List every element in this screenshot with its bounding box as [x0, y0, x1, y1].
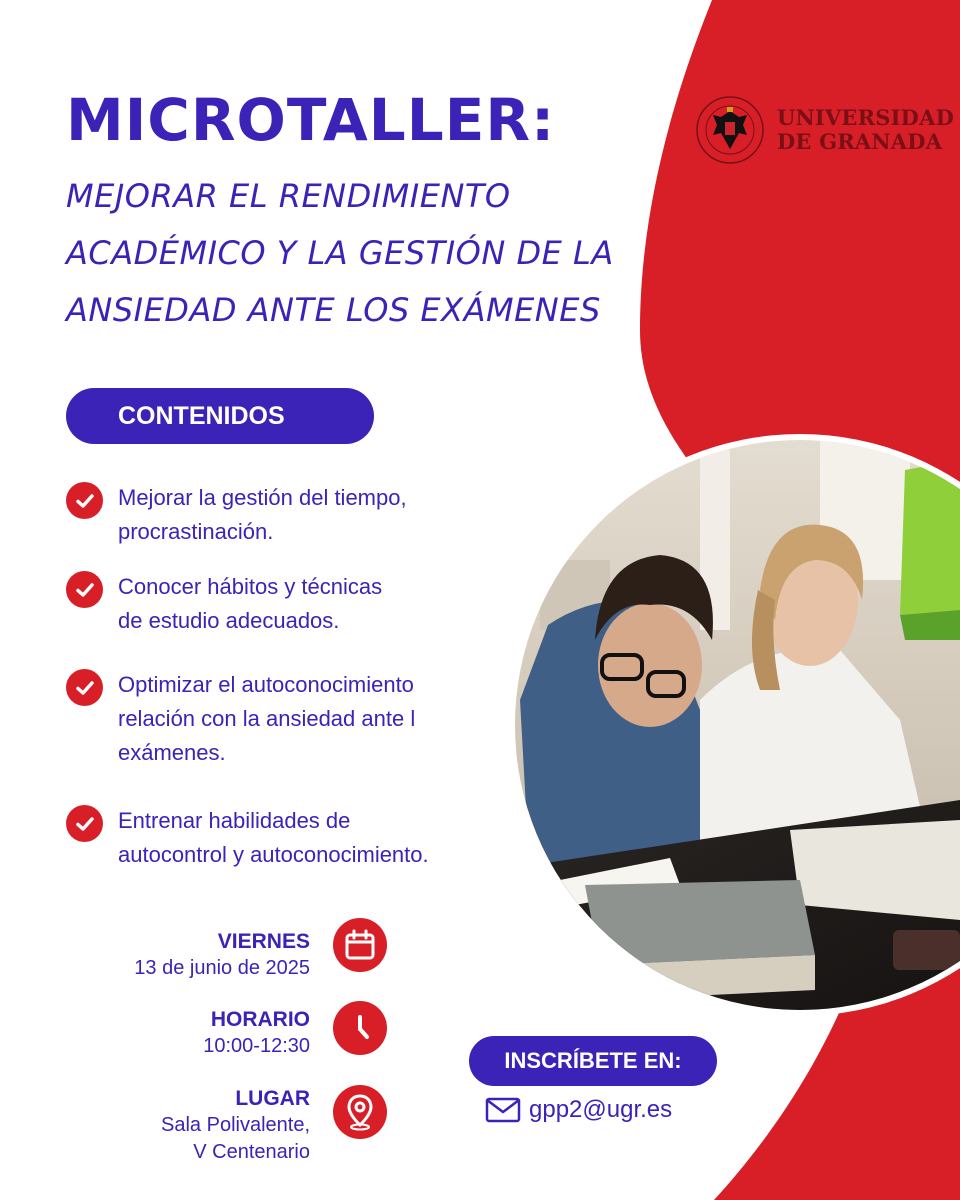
check-circle-icon [66, 482, 103, 519]
page-title: MICROTALLER: [66, 86, 556, 154]
register-heading: INSCRÍBETE EN: [469, 1036, 717, 1086]
mail-icon [485, 1097, 521, 1123]
date-label: VIERNES [217, 930, 310, 953]
list-item [66, 668, 496, 770]
date-value: 13 de junio de 2025 [134, 957, 310, 979]
check-circle-icon [66, 669, 103, 706]
list-item-text: Optimizar el autoconocimiento relación con la ansiedad ante l exámenes. [118, 672, 416, 765]
location-value: Sala Polivalente, V Centenario [161, 1114, 310, 1163]
location-pin-icon [333, 1085, 387, 1139]
list-item-text: Conocer hábitos y técnicas de estudio adecuados. [118, 574, 383, 633]
check-circle-icon [66, 571, 103, 608]
university-logo [695, 95, 954, 165]
university-name [777, 106, 954, 154]
list-item-text: Entrenar habilidades de autocontrol y autoconocimiento. [118, 808, 429, 867]
university-seal-icon [695, 95, 765, 165]
clock-icon [333, 1001, 387, 1055]
university-name-line1: UNIVERSIDAD [777, 105, 954, 130]
email-link[interactable]: gpp2@ugr.es [529, 1096, 673, 1123]
list-item-text: Mejorar la gestión del tiempo, procrastinación. [118, 485, 407, 544]
list-item [66, 481, 496, 549]
university-name-line2: DE GRANADA [777, 129, 943, 154]
time-info [50, 1007, 310, 1060]
time-value: 10:00-12:30 [203, 1035, 310, 1057]
students-photo [500, 430, 960, 1030]
list-item [66, 570, 496, 638]
page-subtitle: MEJORAR EL RENDIMIENTO ACADÉMICO Y LA GESTIÓN DE LA ANSIEDAD ANTE LOS EXÁMENES [66, 177, 614, 329]
check-circle-icon [66, 805, 103, 842]
date-info [50, 929, 310, 982]
time-label: HORARIO [210, 1008, 310, 1031]
contents-heading: CONTENIDOS [66, 388, 374, 444]
location-label: LUGAR [235, 1087, 310, 1110]
email-contact[interactable] [485, 1096, 672, 1124]
list-item [66, 804, 496, 872]
calendar-icon [333, 918, 387, 972]
location-info [50, 1086, 310, 1166]
